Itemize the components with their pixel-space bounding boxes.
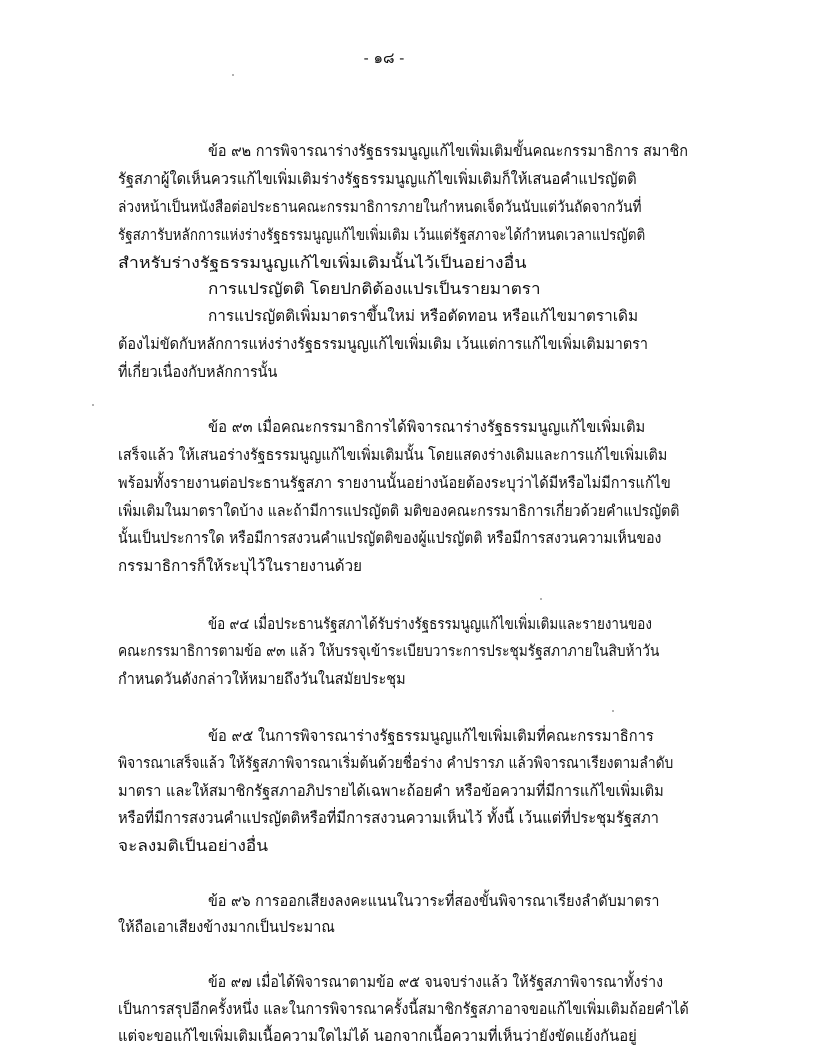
clause-text-line: ต้องไม่ขัดกับหลักการแห่งร่างรัฐธรรมนูญแก้ไขเพิ่มเติม เว้นแต่การแก้ไขเพิ่มเติมมาตรา — [118, 335, 649, 353]
clause-text-line: รัฐสภาผู้ใดเห็นควรแก้ไขเพิ่มเติมร่างรัฐธรรมนูญแก้ไขเพิ่มเติมก็ให้เสนอคำแปรญัตติ — [118, 170, 637, 188]
clause-text-line: ล่วงหน้าเป็นหนังสือต่อประธานคณะกรรมาธิการภายในกำหนดเจ็ดวันนับแต่วันถัดจากวันที่ — [118, 198, 642, 216]
clause-text-line: กรรมาธิการก็ให้ระบุไว้ในรายงานด้วย — [118, 557, 362, 575]
scan-speck — [612, 710, 614, 712]
scan-speck — [540, 598, 542, 600]
clause-text-line: ที่เกี่ยวเนื่องกับหลักการนั้น — [118, 363, 278, 381]
clause-text-line: การแปรญัตติเพิ่มมาตราขึ้นใหม่ หรือตัดทอน หรือแก้ไขมาตราเดิม — [208, 307, 639, 325]
clause-heading-line: ข้อ ๙๓ เมื่อคณะกรรมาธิการได้พิจารณาร่างรัฐธรรมนูญแก้ไขเพิ่มเติม — [208, 418, 646, 436]
clause-text-line: คณะกรรมาธิการตามข้อ ๙๓ แล้ว ให้บรรจุเข้าระเบียบวาระการประชุมรัฐสภาภายในสิบห้าวัน — [118, 642, 660, 660]
clause-heading-line: ข้อ ๙๕ ในการพิจารณาร่างรัฐธรรมนูญแก้ไขเพิ่มเติมที่คณะกรรมาธิการ — [208, 727, 654, 745]
clause-text-line: การแปรญัตติ โดยปกติต้องแปรเป็นรายมาตรา — [208, 280, 541, 298]
clause-text-line: กำหนดวันดังกล่าวให้หมายถึงวันในสมัยประชุม — [118, 670, 406, 688]
clause-heading-line: ข้อ ๙๒ การพิจารณาร่างรัฐธรรมนูญแก้ไขเพิ่มเติมขั้นคณะกรรมาธิการ สมาชิก — [208, 142, 689, 160]
clause-heading-line: ข้อ ๙๗ เมื่อได้พิจารณาตามข้อ ๙๕ จนจบร่างแล้ว ให้รัฐสภาพิจารณาทั้งร่าง — [208, 973, 664, 991]
clause-heading-line: ข้อ ๙๔ เมื่อประธานรัฐสภาได้รับร่างรัฐธรรมนูญแก้ไขเพิ่มเติมและรายงานของ — [208, 615, 652, 633]
clause-text-line: เพิ่มเติมในมาตราใดบ้าง และถ้ามีการแปรญัตติ มติของคณะกรรมาธิการเกี่ยวด้วยคำแปรญัตติ — [118, 502, 680, 520]
clause-text-line: พิจารณาเสร็จแล้ว ให้รัฐสภาพิจารณาเริ่มต้นด้วยชื่อร่าง คำปรารภ แล้วพิจารณาเรียงตามลำดับ — [118, 754, 674, 772]
scan-speck — [92, 404, 94, 406]
clause-text-line: แต่จะขอแก้ไขเพิ่มเติมเนื้อความใดไม่ได้ นอกจากเนื้อความที่เห็นว่ายังขัดแย้งกันอยู่ — [118, 1027, 637, 1045]
clause-text-line: นั้นเป็นประการใด หรือมีการสงวนคำแปรญัตติของผู้แปรญัตติ หรือมีการสงวนความเห็นของ — [118, 529, 662, 547]
clause-text-line: รัฐสภารับหลักการแห่งร่างรัฐธรรมนูญแก้ไขเพิ่มเติม เว้นแต่รัฐสภาจะได้กำหนดเวลาแปรญัตติ — [118, 226, 646, 244]
clause-text-line: พร้อมทั้งรายงานต่อประธานรัฐสภา รายงานนั้นอย่างน้อยต้องระบุว่าได้มีหรือไม่มีการแก้ไข — [118, 474, 671, 492]
scan-speck — [232, 74, 234, 76]
clause-text-line: ให้ถือเอาเสียงข้างมากเป็นประมาณ — [118, 918, 335, 936]
clause-text-line: หรือที่มีการสงวนคำแปรญัตติหรือที่มีการสงวนความเห็นไว้ ทั้งนี้ เว้นแต่ที่ประชุมรัฐสภา — [118, 809, 659, 827]
page-number: - ๑๘ - — [363, 49, 405, 67]
clause-text-line: สำหรับร่างรัฐธรรมนูญแก้ไขเพิ่มเติมนั้นไว้เป็นอย่างอื่น — [118, 254, 527, 272]
clause-text-line: เสร็จแล้ว ให้เสนอร่างรัฐธรรมนูญแก้ไขเพิ่มเติมนั้น โดยแสดงร่างเดิมและการแก้ไขเพิ่มเติม — [118, 446, 668, 464]
clause-text-line: มาตรา และให้สมาชิกรัฐสภาอภิปรายได้เฉพาะถ้อยคำ หรือข้อความที่มีการแก้ไขเพิ่มเติม — [118, 782, 664, 800]
clause-text-line: จะลงมติเป็นอย่างอื่น — [118, 837, 269, 855]
clause-heading-line: ข้อ ๙๖ การออกเสียงลงคะแนนในวาระที่สองขั้นพิจารณาเรียงลำดับมาตรา — [208, 892, 660, 910]
clause-text-line: เป็นการสรุปอีกครั้งหนึ่ง และในการพิจารณาครั้งนี้สมาชิกรัฐสภาอาจขอแก้ไขเพิ่มเติมถ้อยคำได้ — [118, 1000, 689, 1018]
